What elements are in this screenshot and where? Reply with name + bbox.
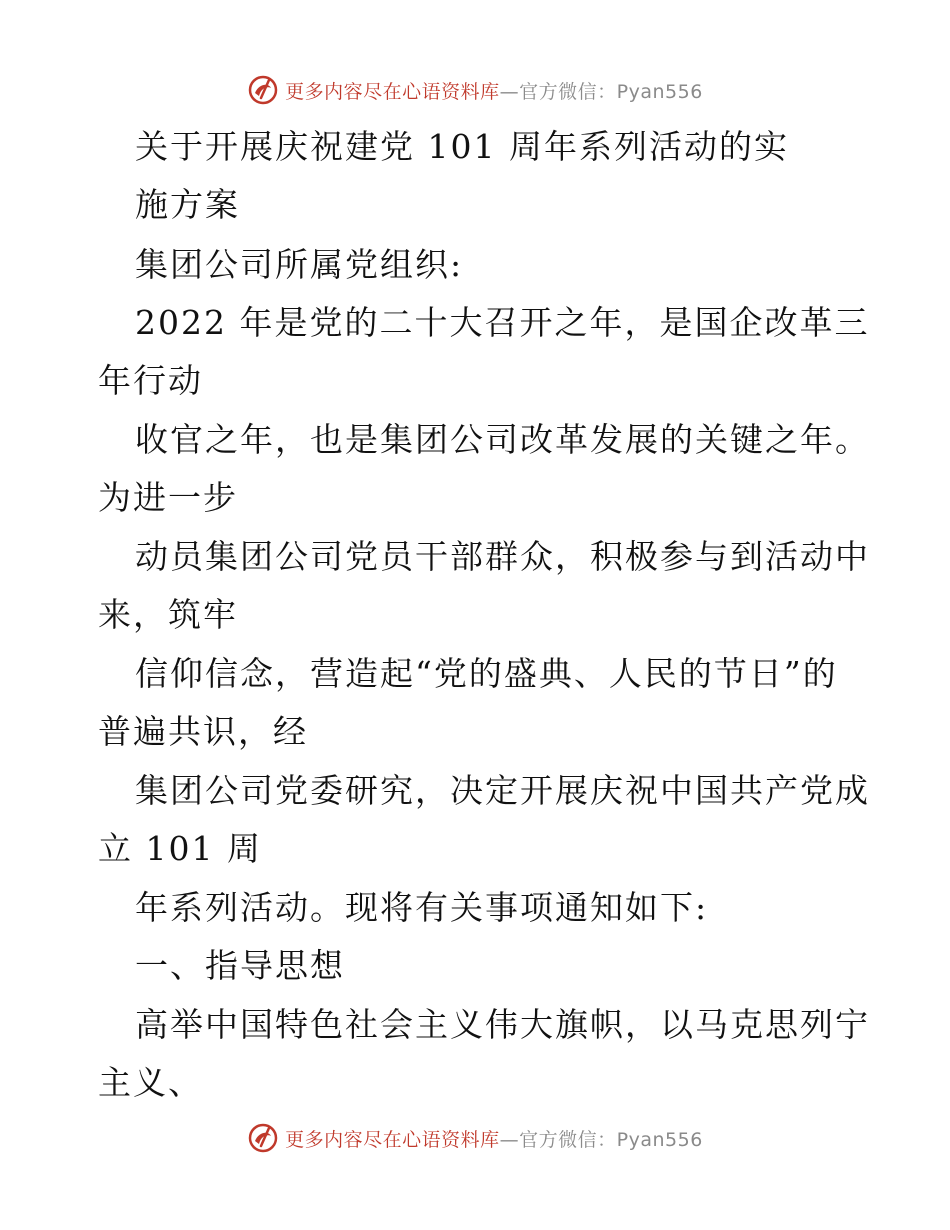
doc-line: 年系列活动。现将有关事项通知如下: <box>135 888 709 927</box>
watermark-text <box>285 1125 703 1152</box>
doc-section-heading: 一、指导思想 <box>135 946 345 985</box>
watermark-banner-top <box>0 70 950 110</box>
doc-line: 信仰信念，营造起“党的盛典、人民的节日”的 <box>135 654 838 693</box>
doc-line: 年行动 <box>98 361 203 400</box>
doc-line: 集团公司党委研究，决定开展庆祝中国共产党成 <box>135 771 870 810</box>
watermark-text <box>285 77 703 104</box>
logo-icon <box>247 74 279 106</box>
watermark-separator: — <box>499 80 520 103</box>
doc-line: 主义、 <box>98 1063 203 1102</box>
watermark-banner-bottom <box>0 1118 950 1158</box>
watermark-separator: — <box>499 1128 520 1151</box>
doc-line: 收官之年，也是集团公司改革发展的关键之年。 <box>135 420 870 459</box>
watermark-main-text: 更多内容尽在心语资料库 <box>285 80 500 103</box>
doc-line: 动员集团公司党员干部群众，积极参与到活动中 <box>135 537 870 576</box>
doc-line: 立 101 周 <box>98 829 262 868</box>
doc-line: 为进一步 <box>98 478 238 517</box>
doc-line: 2022 年是党的二十大召开之年，是国企改革三 <box>135 303 870 342</box>
logo-icon <box>247 1122 279 1154</box>
watermark-wechat: 官方微信：Pyan556 <box>519 1128 703 1151</box>
watermark-wechat: 官方微信：Pyan556 <box>519 80 703 103</box>
doc-line: 来，筑牢 <box>98 595 238 634</box>
doc-title-line-2: 施方案 <box>135 185 240 224</box>
doc-line: 高举中国特色社会主义伟大旗帜，以马克思列宁 <box>135 1005 870 1044</box>
doc-salutation: 集团公司所属党组织: <box>135 245 464 284</box>
doc-line: 普遍共识，经 <box>98 712 308 751</box>
watermark-main-text: 更多内容尽在心语资料库 <box>285 1128 500 1151</box>
doc-title-line-1: 关于开展庆祝建党 101 周年系列活动的实 <box>135 127 789 166</box>
